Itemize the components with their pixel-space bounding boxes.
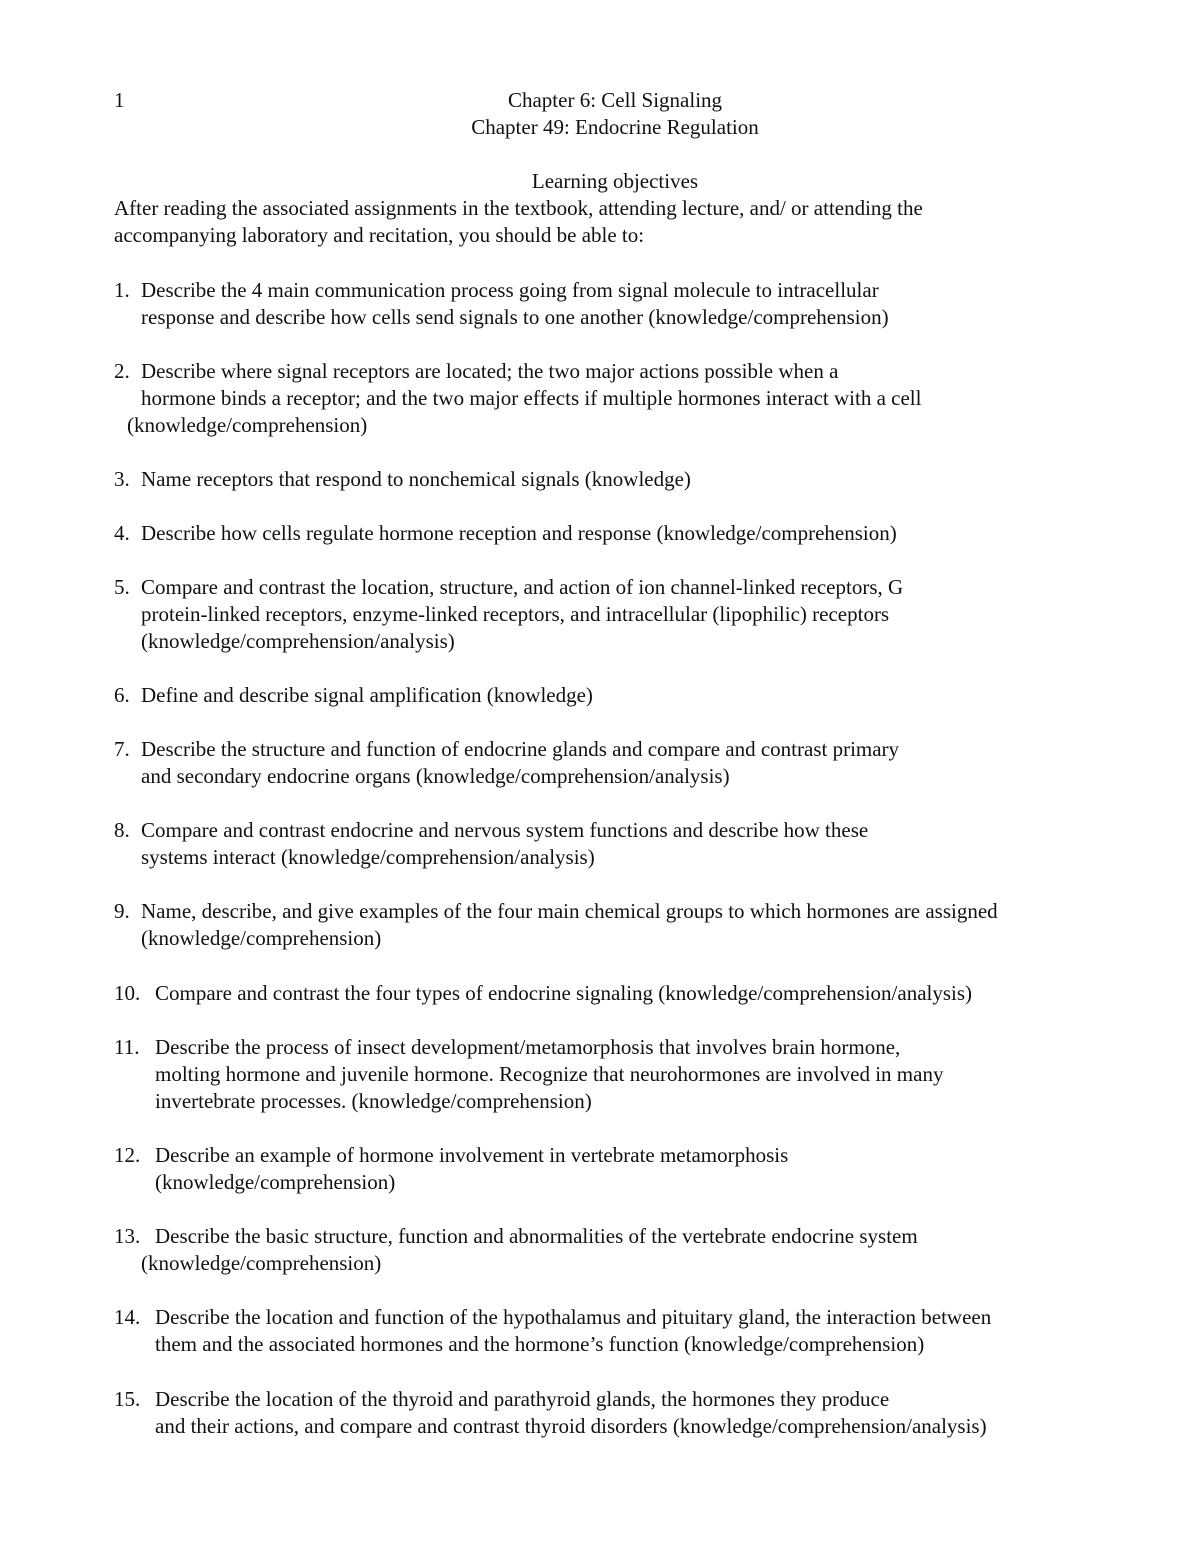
section-heading: Learning objectives	[531, 169, 699, 193]
list-item-text: response and describe how cells send signals to one another (knowledge/comprehension)	[141, 305, 889, 329]
list-item-text: Compare and contrast the location, structure, and action of ion channel-linked receptors, G	[141, 575, 904, 599]
list-item-text: Describe where signal receptors are located; the two major actions possible when a	[141, 359, 839, 383]
list-item-number: 1.	[114, 278, 130, 302]
list-item-text: (knowledge/comprehension)	[155, 1170, 396, 1194]
list-item-text: Describe the basic structure, function and abnormalities of the vertebrate endocrine system	[155, 1224, 918, 1248]
list-item-text: Describe an example of hormone involvement in vertebrate metamorphosis	[155, 1143, 789, 1167]
list-item-text: Describe how cells regulate hormone reception and response (knowledge/comprehension)	[141, 521, 897, 545]
list-item-text: protein-linked receptors, enzyme-linked receptors, and intracellular (lipophilic) receptors	[141, 602, 890, 626]
list-item-number: 3.	[114, 467, 130, 491]
list-item-text: (knowledge/comprehension/analysis)	[141, 629, 455, 653]
intro-line-1: After reading the associated assignments in the textbook, attending lecture, and/ or attending the	[114, 196, 923, 220]
list-item-text: invertebrate processes. (knowledge/comprehension)	[155, 1089, 592, 1113]
list-item-text: Describe the structure and function of endocrine glands and compare and contrast primary	[141, 737, 900, 761]
list-item-number: 6.	[114, 683, 130, 707]
list-item-text: Define and describe signal amplification (knowledge)	[141, 683, 593, 707]
list-item-text: Describe the location and function of the hypothalamus and pituitary gland, the interaction between	[155, 1305, 992, 1329]
list-item-text: Name, describe, and give examples of the four main chemical groups to which hormones are assigned	[141, 899, 998, 923]
list-item-number: 5.	[114, 575, 130, 599]
list-item-number: 2.	[114, 359, 130, 383]
list-item-number: 11.	[114, 1035, 140, 1059]
list-item-number: 8.	[114, 818, 130, 842]
list-item-text: Compare and contrast endocrine and nervous system functions and describe how these	[141, 818, 869, 842]
list-item-text: systems interact (knowledge/comprehension/analysis)	[141, 845, 595, 869]
list-item-number: 15.	[114, 1387, 141, 1411]
list-item-text: Compare and contrast the four types of endocrine signaling (knowledge/comprehension/analysis)	[155, 981, 973, 1005]
list-item-text: molting hormone and juvenile hormone. Recognize that neurohormones are involved in many	[155, 1062, 944, 1086]
list-item-text: and their actions, and compare and contrast thyroid disorders (knowledge/comprehension/analysis)	[155, 1414, 987, 1438]
title-line-2: Chapter 49: Endocrine Regulation	[471, 115, 759, 139]
list-item-number: 12.	[114, 1143, 141, 1167]
list-item-text: (knowledge/comprehension)	[141, 926, 382, 950]
list-item-text: Name receptors that respond to nonchemical signals (knowledge)	[141, 467, 691, 491]
list-item-text: them and the associated hormones and the hormone’s function (knowledge/comprehension)	[155, 1332, 925, 1356]
list-item-text: hormone binds a receptor; and the two major effects if multiple hormones interact with a cell	[141, 386, 922, 410]
list-item-text: and secondary endocrine organs (knowledge/comprehension/analysis)	[141, 764, 730, 788]
title-line-1: Chapter 6: Cell Signaling	[507, 88, 723, 112]
list-item-text: (knowledge/comprehension)	[127, 413, 368, 437]
list-item-text: (knowledge/comprehension)	[141, 1251, 382, 1275]
list-item-text: Describe the process of insect development/metamorphosis that involves brain hormone,	[155, 1035, 901, 1059]
list-item-number: 14.	[114, 1305, 141, 1329]
list-item-text: Describe the location of the thyroid and parathyroid glands, the hormones they produce	[155, 1387, 890, 1411]
intro-line-2: accompanying laboratory and recitation, you should be able to:	[114, 223, 645, 247]
list-item-number: 10.	[114, 981, 141, 1005]
page-number: 1	[114, 88, 125, 112]
list-item-number: 4.	[114, 521, 130, 545]
list-item-number: 9.	[114, 899, 130, 923]
list-item-text: Describe the 4 main communication process going from signal molecule to intracellular	[141, 278, 879, 302]
list-item-number: 13.	[114, 1224, 141, 1248]
list-item-number: 7.	[114, 737, 130, 761]
